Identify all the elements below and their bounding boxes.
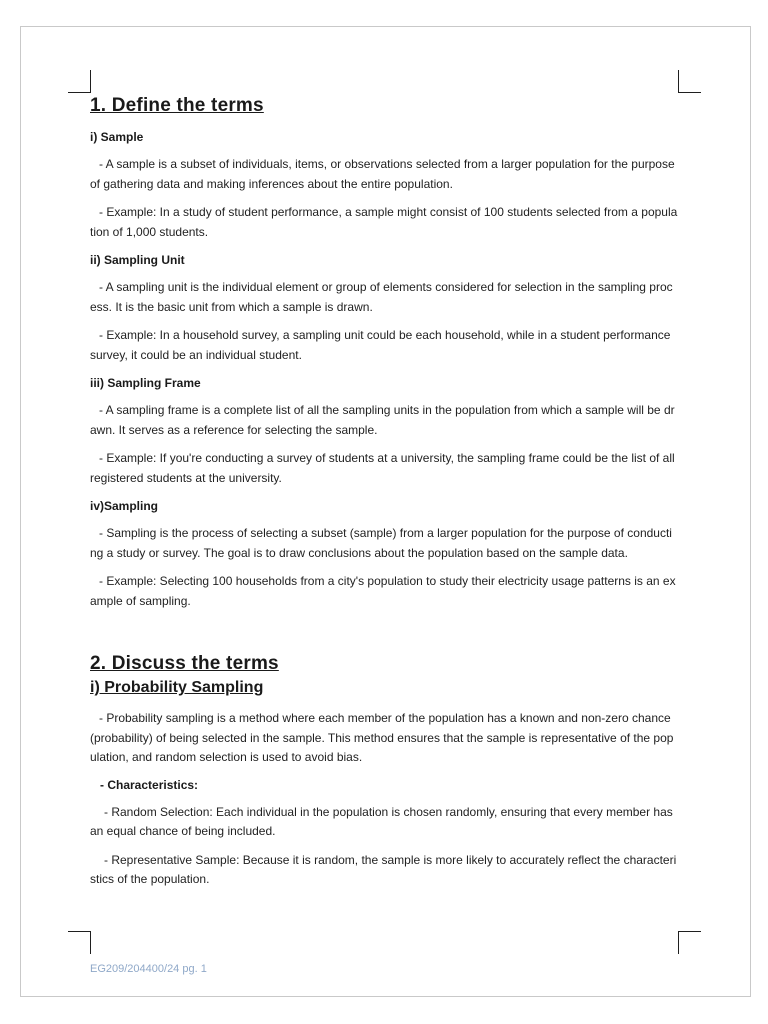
characteristics-label: - Characteristics: (100, 777, 199, 792)
term-example-sampling-frame: - Example: If you're conducting a survey of students at a university, the sampling frame could be the list of all registered students at the university. (90, 451, 675, 485)
term-definition-sample: - A sample is a subset of individuals, items, or observations selected from a larger population for the purpose of gathering data and making inferences about the entire population. (90, 157, 675, 191)
section-2-title: 2. Discuss the terms (90, 653, 279, 674)
term-example-sampling-unit: - Example: In a household survey, a sampling unit could be each household, while in a student performance survey, it could be an individual student. (90, 328, 671, 362)
term-heading-sampling-unit: ii) Sampling Unit (90, 253, 185, 267)
characteristic-random-selection: - Random Selection: Each individual in the population is chosen randomly, ensuring that every member has an equal chance of being included. (90, 804, 673, 838)
section-1-title: 1. Define the terms (90, 95, 264, 116)
term-definition-sampling-unit: - A sampling unit is the individual element or group of elements considered for selection in the sampling process. It is the basic unit from which a sample is drawn. (90, 280, 673, 314)
crop-mark-top-left (68, 70, 91, 93)
section-2-subtitle: i) Probability Sampling (90, 679, 264, 696)
crop-mark-bottom-right (678, 931, 701, 954)
crop-mark-top-right (678, 70, 701, 93)
term-heading-sample: i) Sample (90, 130, 144, 144)
term-heading-sampling: iv)Sampling (90, 499, 159, 513)
term-heading-sampling-frame: iii) Sampling Frame (90, 376, 201, 390)
characteristic-representative-sample: - Representative Sample: Because it is random, the sample is more likely to accurately reflect the characteristics of the population. (90, 852, 677, 886)
term-example-sample: - Example: In a study of student performance, a sample might consist of 100 students selected from a population of 1,000 students. (90, 205, 678, 239)
term-definition-sampling-frame: - A sampling frame is a complete list of all the sampling units in the population from which a sample will be drawn. It serves as a reference for selecting the sample. (90, 403, 675, 437)
page-footer: EG209/204400/24 pg. 1 (90, 963, 207, 975)
term-example-sampling: - Example: Selecting 100 households from a city's population to study their electricity usage patterns is an example of sampling. (90, 574, 676, 608)
term-definition-sampling: - Sampling is the process of selecting a subset (sample) from a larger population for the purpose of conducting a study or survey. The goal is to draw conclusions about the population based on the sample data. (90, 526, 672, 560)
crop-mark-bottom-left (68, 931, 91, 954)
document-body (90, 93, 678, 899)
probability-sampling-definition: - Probability sampling is a method where each member of the population has a known and non-zero chance (probability) of being selected in the sample. This method ensures that the sample is representative of the population, and random selection is used to avoid bias. (90, 711, 674, 764)
